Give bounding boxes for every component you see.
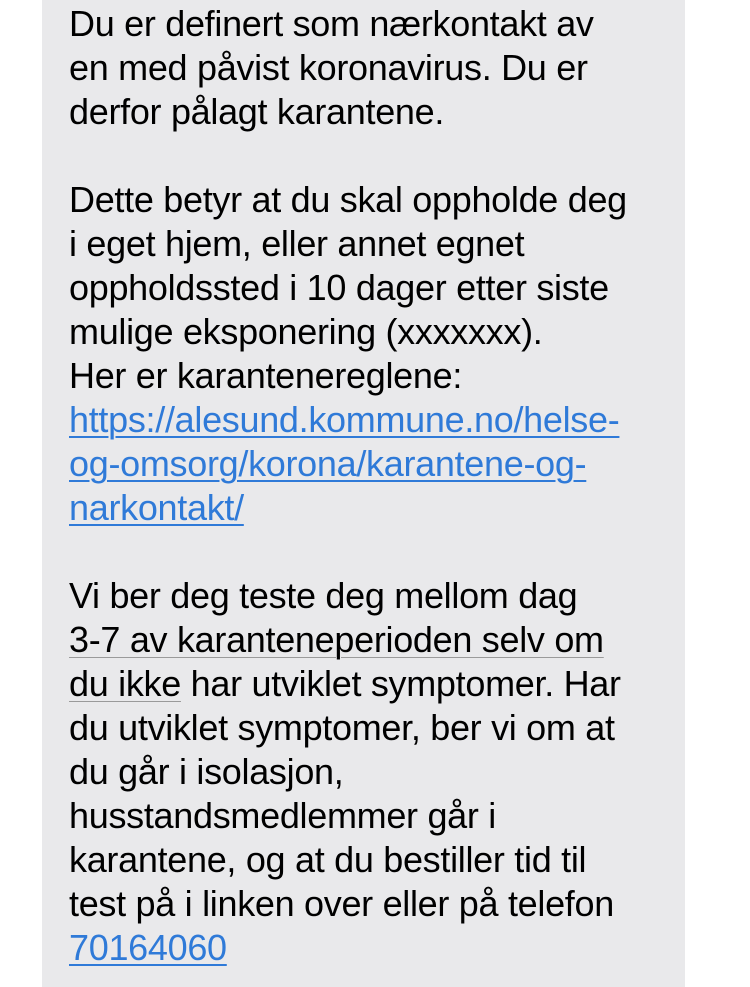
test-line-1: Vi ber deg teste deg mellom dag [69,575,578,616]
rules-link-line-1[interactable]: https://alesund.kommune.no/helse- [69,399,620,440]
test-underlined-line-2: 3-7 av karanteneperioden selv om [69,619,604,660]
rules-link-line-2[interactable]: og-omsorg/korona/karantene-og- [69,443,587,484]
message-bubble [42,0,685,987]
message-paragraph-test [69,574,685,970]
phone-number-link[interactable]: 70164060 [69,927,227,968]
test-underlined-line-3: du ikke [69,663,181,704]
paragraph-gap [69,530,685,574]
test-rest: du utviklet symptomer, ber vi om at du går i isolasjon, husstandsmedlemmer går i karantene, og at du bestiller tid til test på i linken over eller på telefon [69,707,615,924]
paragraph-gap [69,134,685,178]
message-paragraph-intro: Du er definert som nærkontakt av en med påvist koronavirus. Du er derfor pålagt karantene. [69,3,594,132]
rules-link-line-3[interactable]: narkontakt/ [69,487,244,528]
message-paragraph-rules: Dette betyr at du skal oppholde deg i eget hjem, eller annet egnet oppholdssted i 10 dager etter siste mulige eksponering (xxxxxxx). Her er karantenereglene: [69,179,627,396]
quarantine-rules-link[interactable] [69,398,685,530]
test-line-3-rest: har utviklet symptomer. Har [180,663,621,704]
